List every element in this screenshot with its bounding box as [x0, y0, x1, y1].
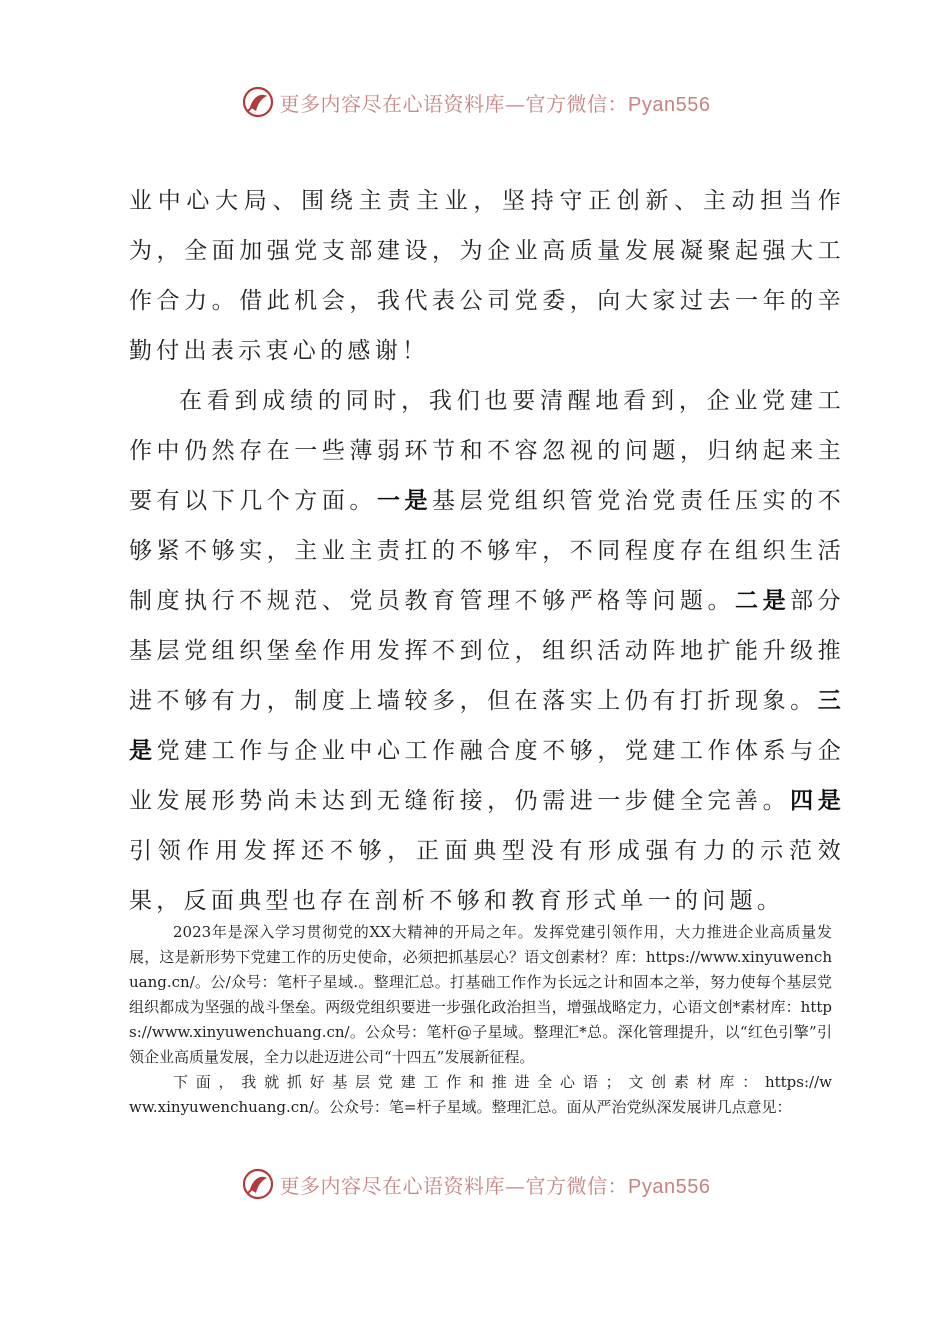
brand-logo-icon	[240, 1166, 276, 1202]
notes-text	[129, 920, 832, 1120]
main-text	[129, 176, 845, 926]
paragraph-2: 在看到成绩的同时，我们也要清醒地看到，企业党建工作中仍然存在一些薄弱环节和不容忽视的问题，归纳起来主要有以下几个方面。一是基层党组织管党治党责任压实的不够紧不够实，主业主责扛的不够牢，不同程度存在组织生活制度执行不规范、党员教育管理不够严格等问题。二是部分基层党组织堡垒作用发挥不到位，组织活动阵地扩能升级推进不够有力，制度上墙较多，但在落实上仍有打折现象。三是党建工作与企业中心工作融合度不够，党建工作体系与企业发展形势尚未达到无缝衔接，仍需进一步健全完善。四是引领作用发挥还不够，正面典型没有形成强有力的示范效果，反面典型也存在剖析不够和教育形式单一的问题。	[129, 388, 846, 914]
header-banner	[0, 82, 950, 122]
point-label-3: 三是	[129, 687, 845, 764]
point-label-2: 二是	[735, 587, 791, 614]
wechat-id: Pyan556	[628, 1175, 711, 1198]
note-paragraph-2: 下面，我就抓好基层党建工作和推进全心语；文创素材库：https://www.xinyuwenchuang.cn/。公众号：笔=杆子星域。整理汇总。面从严治党纵深发展讲几点意见：	[129, 1073, 832, 1116]
header-banner-text: 更多内容尽在心语资料库—官方微信：Pyan556	[279, 91, 711, 116]
note-paragraph-1: 2023年是深入学习贯彻党的XX大精神的开局之年。发挥党建引领作用，大力推进企业高质量发展，这是新形势下党建工作的历史使命，必须把抓基层心？语文创素材？库：https://www.xinyuwenchuang.cn/。公/众号：笔杆子星域.。整理汇总。打基础工作作为长远之计和固本之举，努力使每个基层党组织都成为坚强的战斗堡垒。两级党组织要进一步强化政治担当，增强战略定力，心语文创*素材库：https://www.xinyuwenchuang.cn/。公众号：笔杆@子星域。整理汇*总。深化管理提升，以“红色引擎”引领企业高质量发展，全力以赴迈进公司“十四五”发展新征程。	[129, 923, 832, 1066]
footer-banner-text: 更多内容尽在心语资料库—官方微信：Pyan556	[279, 1173, 711, 1198]
point-label-1: 一是	[376, 487, 433, 514]
paragraph-1: 业中心大局、围绕主责主业，坚持守正创新、主动担当作为，全面加强党支部建设，为企业高质量发展凝聚起强大工作合力。借此机会，我代表公司党委，向大家过去一年的辛勤付出表示衷心的感谢！	[129, 188, 845, 364]
point-label-4: 四是	[790, 787, 845, 814]
footer-banner	[0, 1164, 950, 1204]
wechat-id: Pyan556	[628, 93, 711, 116]
brand-logo-icon	[240, 84, 276, 120]
